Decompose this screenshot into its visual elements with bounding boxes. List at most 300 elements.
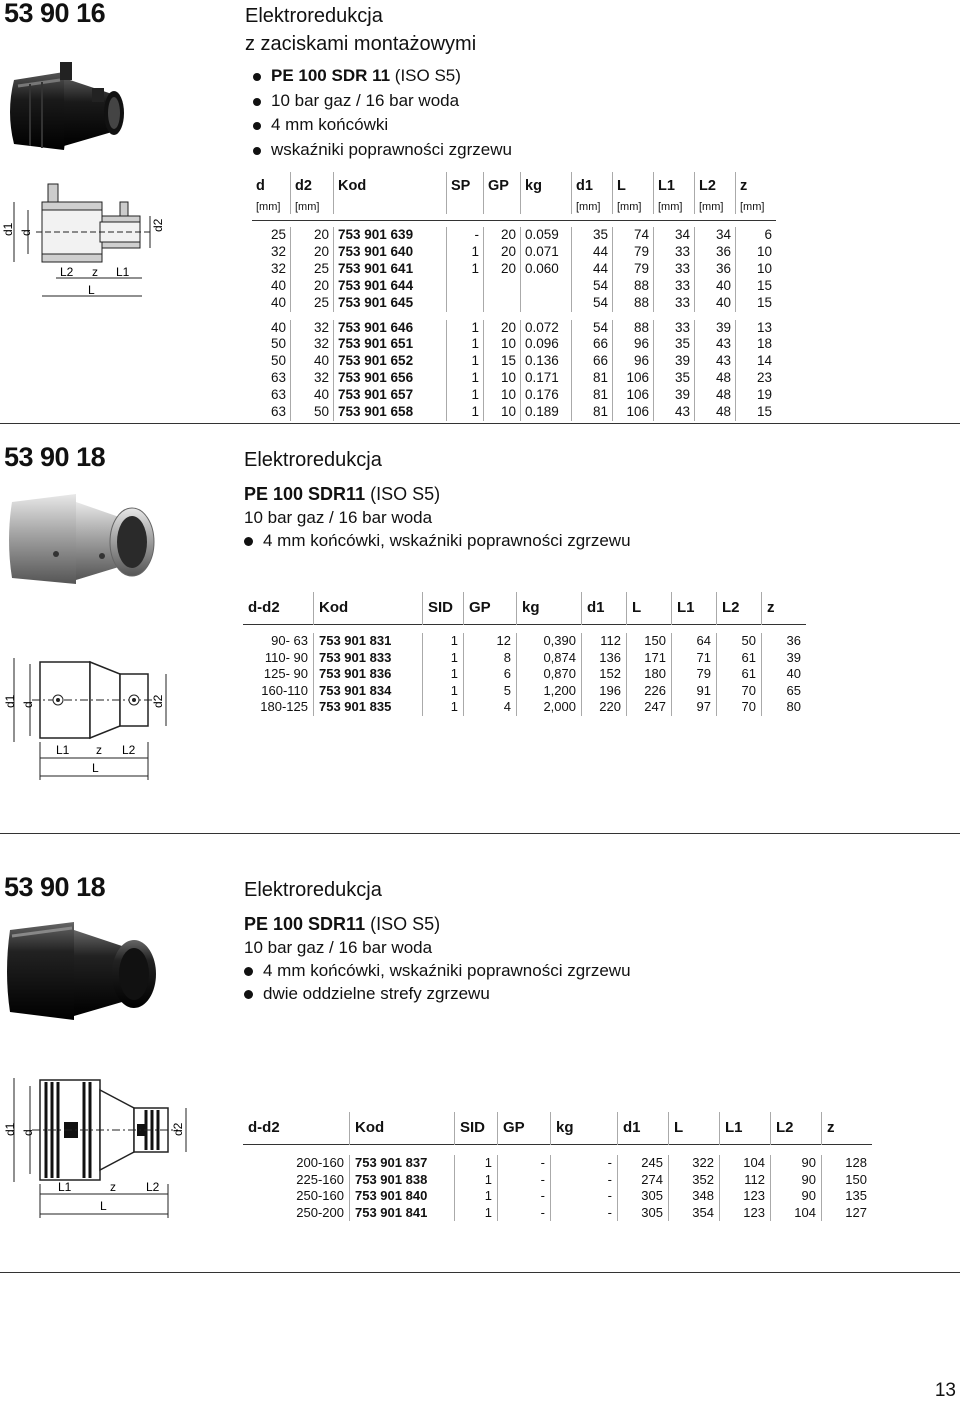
- table-row: [252, 278, 776, 295]
- dim-label: z: [96, 743, 102, 757]
- table-cell: 753 901 652: [334, 353, 447, 370]
- table-cell: 34: [695, 227, 736, 244]
- table-cell: 753 901 834: [314, 683, 423, 700]
- table-cell: 0,870: [517, 666, 582, 683]
- technical-drawing: [0, 630, 180, 780]
- table-cell: 6: [736, 227, 777, 244]
- table-cell: 20: [484, 244, 521, 261]
- table-cell: 1: [455, 1155, 498, 1172]
- table-cell: 1: [447, 320, 484, 337]
- table-cell: 4: [464, 699, 517, 716]
- table-cell: 150: [822, 1172, 873, 1189]
- table-cell: 305: [618, 1205, 669, 1222]
- table-cell: 88: [613, 320, 654, 337]
- dim-label: L1: [56, 743, 70, 757]
- table-cell: 33: [654, 244, 695, 261]
- table-cell: 136: [582, 650, 627, 667]
- table-cell: 0.189: [521, 404, 572, 421]
- table-cell: 220: [582, 699, 627, 716]
- table-cell: 74: [613, 227, 654, 244]
- table-cell: 54: [572, 320, 613, 337]
- table-cell: 36: [695, 261, 736, 278]
- table-cell: 96: [613, 353, 654, 370]
- table-cell: 20: [291, 278, 334, 295]
- table-cell: 40: [695, 278, 736, 295]
- table-cell: 225-160: [296, 1171, 344, 1187]
- table-cell: 18: [736, 336, 777, 353]
- table-cell: 753 901 836: [314, 666, 423, 683]
- section-divider: [0, 833, 960, 834]
- table-cell: 23: [736, 370, 777, 387]
- table-row: [252, 336, 776, 353]
- table-cell: 39: [654, 387, 695, 404]
- table-cell: -: [551, 1205, 618, 1222]
- material-spec: PE 100 SDR11 (ISO S5): [244, 914, 441, 934]
- table-cell: 91: [672, 683, 717, 700]
- table-cell: 753 901 838: [350, 1172, 455, 1189]
- col-header: L2: [695, 172, 736, 200]
- table-cell: [521, 278, 572, 295]
- table-cell: 0.096: [521, 336, 572, 353]
- col-header: L1: [720, 1112, 771, 1145]
- col-header: z: [822, 1112, 873, 1145]
- table-cell: 71: [672, 650, 717, 667]
- table-cell: 180: [627, 666, 672, 683]
- table-cell: 70: [717, 699, 762, 716]
- table-cell: 79: [672, 666, 717, 683]
- table-cell: 753 901 656: [334, 370, 447, 387]
- table-cell: 15: [484, 353, 521, 370]
- table-cell: 1: [447, 370, 484, 387]
- table-cell: 123: [720, 1188, 771, 1205]
- table-cell: 354: [669, 1205, 720, 1222]
- table-cell: 753 901 651: [334, 336, 447, 353]
- col-header: L2: [717, 592, 762, 625]
- table-row: [243, 699, 806, 716]
- table-row: [243, 1155, 872, 1172]
- table-cell: 753 901 640: [334, 244, 447, 261]
- table-cell: 128: [822, 1155, 873, 1172]
- section-code: 53 90 18: [4, 442, 106, 472]
- table-cell: 305: [618, 1188, 669, 1205]
- table-cell: 48: [695, 404, 736, 421]
- table-cell: 1: [447, 336, 484, 353]
- table-cell: 96: [613, 336, 654, 353]
- table-cell: -: [447, 227, 484, 244]
- table-cell: -: [498, 1205, 551, 1222]
- table-cell: 79: [613, 244, 654, 261]
- table-cell: 14: [736, 353, 777, 370]
- table-cell: 40: [291, 387, 334, 404]
- table-cell: 33: [654, 295, 695, 312]
- table-cell: 32: [291, 320, 334, 337]
- table-cell: 0,390: [517, 633, 582, 650]
- table-cell: 753 901 657: [334, 387, 447, 404]
- table-cell: 753 901 837: [350, 1155, 455, 1172]
- table-cell: 753 901 840: [350, 1188, 455, 1205]
- col-header: SID: [455, 1112, 498, 1145]
- table-cell: 25: [291, 295, 334, 312]
- unit-cell: [mm]: [654, 200, 695, 214]
- table-row: [252, 295, 776, 312]
- table-row: [252, 320, 776, 337]
- table-cell: 1: [447, 387, 484, 404]
- dim-label: L: [88, 283, 95, 297]
- table-cell: [447, 278, 484, 295]
- table-cell: 10: [736, 261, 777, 278]
- col-header: d-d2: [248, 1119, 280, 1136]
- table-cell: 64: [672, 633, 717, 650]
- table-cell: 43: [695, 353, 736, 370]
- table-cell: 35: [654, 370, 695, 387]
- table-cell: 48: [695, 370, 736, 387]
- dim-label: L2: [122, 743, 136, 757]
- table-cell: 36: [695, 244, 736, 261]
- table-cell: 79: [613, 261, 654, 278]
- table-cell: 35: [654, 336, 695, 353]
- technical-drawing: [0, 1068, 200, 1228]
- table-cell: 1: [447, 353, 484, 370]
- table-cell: 40: [762, 666, 807, 683]
- table-row: [243, 1172, 872, 1189]
- col-header: d1: [618, 1112, 669, 1145]
- table-cell: 1: [447, 244, 484, 261]
- table-cell: 33: [654, 278, 695, 295]
- table-cell: 40: [270, 277, 286, 293]
- pressure-spec: 10 bar gaz / 16 bar woda: [244, 508, 433, 527]
- table-cell: 81: [572, 370, 613, 387]
- table-cell: 160-110: [261, 682, 308, 698]
- table-cell: 104: [771, 1205, 822, 1222]
- table-cell: 90: [771, 1172, 822, 1189]
- dim-label: L: [92, 761, 99, 775]
- table-cell: 44: [572, 261, 613, 278]
- dim-label: d: [21, 1129, 35, 1136]
- table-cell: -: [551, 1188, 618, 1205]
- page-number: 13: [934, 1380, 956, 1401]
- table-cell: 44: [572, 244, 613, 261]
- table-cell: 1: [447, 404, 484, 421]
- section-divider: [0, 1272, 960, 1273]
- table-cell: -: [498, 1155, 551, 1172]
- table-cell: 0.060: [521, 261, 572, 278]
- dim-label: z: [92, 265, 98, 279]
- table-cell: 63: [270, 387, 286, 403]
- section-divider: [0, 423, 960, 424]
- table-cell: 5: [464, 683, 517, 700]
- table-cell: 1: [423, 683, 464, 700]
- table-cell: 81: [572, 404, 613, 421]
- dim-label: d: [21, 701, 35, 708]
- table-cell: -: [551, 1172, 618, 1189]
- table-cell: 43: [654, 404, 695, 421]
- dim-label: d2: [151, 694, 165, 708]
- table-cell: 1: [455, 1205, 498, 1222]
- table-cell: 112: [582, 633, 627, 650]
- table-cell: 123: [720, 1205, 771, 1222]
- table-cell: 753 901 641: [334, 261, 447, 278]
- table-cell: 10: [484, 336, 521, 353]
- table-cell: 152: [582, 666, 627, 683]
- table-header-row: [243, 1112, 872, 1145]
- dim-label: d2: [171, 1122, 185, 1136]
- table-cell: 65: [762, 683, 807, 700]
- table-cell: 0.176: [521, 387, 572, 404]
- dim-label: d2: [151, 218, 165, 232]
- table-cell: 50: [270, 353, 286, 369]
- table-cell: [447, 295, 484, 312]
- table-cell: 32: [270, 243, 286, 259]
- table-row: [243, 683, 806, 700]
- unit-cell: [mm]: [291, 200, 334, 214]
- table-cell: 13: [736, 320, 777, 337]
- table-cell: 39: [695, 320, 736, 337]
- table-cell: 753 901 644: [334, 278, 447, 295]
- table-cell: 61: [717, 666, 762, 683]
- table-row: [252, 387, 776, 404]
- product-photo: [0, 58, 150, 170]
- table-cell: [484, 295, 521, 312]
- table-cell: 753 901 841: [350, 1205, 455, 1222]
- table-row: [252, 261, 776, 278]
- table-cell: 15: [736, 404, 777, 421]
- table-cell: 66: [572, 336, 613, 353]
- product-photo: [2, 912, 182, 1032]
- table-cell: 112: [720, 1172, 771, 1189]
- table-cell: 34: [654, 227, 695, 244]
- table-cell: 10: [484, 370, 521, 387]
- table-cell: 1: [423, 650, 464, 667]
- table-cell: 35: [572, 227, 613, 244]
- unit-cell: [mm]: [572, 200, 613, 214]
- table-cell: 20: [291, 244, 334, 261]
- table-cell: 0.072: [521, 320, 572, 337]
- table-cell: 1: [455, 1172, 498, 1189]
- table-row: [252, 227, 776, 244]
- col-header: z: [762, 592, 807, 625]
- dim-label: d1: [1, 222, 15, 236]
- table-cell: 81: [572, 387, 613, 404]
- col-header: GP: [498, 1112, 551, 1145]
- col-header: Kod: [334, 172, 447, 200]
- table-cell: 0.059: [521, 227, 572, 244]
- table-cell: 54: [572, 278, 613, 295]
- table-cell: [521, 295, 572, 312]
- col-header: d: [256, 178, 265, 194]
- table-cell: 63: [270, 370, 286, 386]
- table-cell: 1,200: [517, 683, 582, 700]
- col-header: L: [669, 1112, 720, 1145]
- col-header: Kod: [314, 592, 423, 625]
- col-header: z: [736, 172, 777, 200]
- table-cell: -: [551, 1155, 618, 1172]
- table-cell: 348: [669, 1188, 720, 1205]
- table-cell: 54: [572, 295, 613, 312]
- table-cell: 20: [484, 227, 521, 244]
- table-row: [252, 404, 776, 421]
- section-title: Elektroredukcja: [244, 449, 382, 471]
- dim-label: d1: [3, 694, 17, 708]
- col-header: d2: [291, 172, 334, 200]
- feature-item: PE 100 SDR 11 (ISO S5): [245, 64, 512, 89]
- feature-item: dwie oddzielne strefy zgrzewu: [244, 982, 631, 1005]
- dim-label: d: [19, 229, 33, 236]
- table-cell: 15: [736, 295, 777, 312]
- table-cell: 6: [464, 666, 517, 683]
- col-header: L: [627, 592, 672, 625]
- table-cell: 66: [572, 353, 613, 370]
- table-cell: 2,000: [517, 699, 582, 716]
- table-cell: 1: [455, 1188, 498, 1205]
- feature-item: 4 mm końcówki: [245, 113, 512, 138]
- table-cell: 12: [464, 633, 517, 650]
- table-cell: 1: [447, 261, 484, 278]
- table-cell: -: [498, 1172, 551, 1189]
- table-cell: 15: [736, 278, 777, 295]
- col-header: d1: [572, 172, 613, 200]
- table-cell: 61: [717, 650, 762, 667]
- table-cell: 1: [423, 633, 464, 650]
- table-row: [243, 1188, 872, 1205]
- feature-list: [245, 64, 512, 162]
- table-cell: 70: [717, 683, 762, 700]
- table-cell: 196: [582, 683, 627, 700]
- table-cell: [484, 278, 521, 295]
- table-row: [243, 650, 806, 667]
- col-header: kg: [517, 592, 582, 625]
- spec-table: [243, 592, 806, 716]
- table-cell: 753 901 831: [314, 633, 423, 650]
- table-cell: 0.171: [521, 370, 572, 387]
- dim-label: d1: [3, 1122, 17, 1136]
- table-cell: 80: [762, 699, 807, 716]
- col-header: GP: [464, 592, 517, 625]
- table-header-row: [252, 172, 776, 200]
- table-cell: 36: [762, 633, 807, 650]
- section-code: 53 90 18: [4, 872, 106, 902]
- table-cell: 32: [291, 336, 334, 353]
- table-cell: 352: [669, 1172, 720, 1189]
- table-cell: 50: [291, 404, 334, 421]
- unit-cell: [mm]: [736, 200, 777, 214]
- table-cell: -: [498, 1188, 551, 1205]
- dim-label: L: [100, 1199, 107, 1213]
- table-row: [243, 633, 806, 650]
- table-cell: 106: [613, 370, 654, 387]
- table-cell: 43: [695, 336, 736, 353]
- table-row: [243, 666, 806, 683]
- table-cell: 50: [717, 633, 762, 650]
- dim-label: L2: [146, 1180, 160, 1194]
- dim-label: z: [110, 1180, 116, 1194]
- table-cell: 250-200: [296, 1204, 344, 1220]
- table-cell: 90: [771, 1155, 822, 1172]
- table-cell: 97: [672, 699, 717, 716]
- feature-item: 4 mm końcówki, wskaźniki poprawności zgrzewu: [244, 529, 631, 552]
- dim-label: L2: [60, 265, 74, 279]
- col-header: SID: [423, 592, 464, 625]
- table-cell: 135: [822, 1188, 873, 1205]
- table-cell: 88: [613, 278, 654, 295]
- table-cell: 0.071: [521, 244, 572, 261]
- table-cell: 753 901 645: [334, 295, 447, 312]
- table-row: [252, 244, 776, 261]
- table-cell: 125- 90: [263, 666, 308, 681]
- table-cell: 753 901 835: [314, 699, 423, 716]
- table-cell: 63: [270, 404, 286, 420]
- col-header: GP: [484, 172, 521, 200]
- col-header: SP: [447, 172, 484, 200]
- table-cell: 20: [484, 261, 521, 278]
- col-header: Kod: [350, 1112, 455, 1145]
- table-cell: 40: [270, 319, 286, 335]
- table-cell: 20: [291, 227, 334, 244]
- table-cell: 8: [464, 650, 517, 667]
- section-description: [244, 913, 631, 1005]
- table-cell: 106: [613, 404, 654, 421]
- table-cell: 33: [654, 261, 695, 278]
- dim-label: L1: [116, 265, 130, 279]
- table-units-row: [252, 200, 776, 214]
- table-cell: 274: [618, 1172, 669, 1189]
- table-cell: 753 901 658: [334, 404, 447, 421]
- table-row: [243, 1205, 872, 1222]
- section-title: Elektroredukcja: [245, 5, 383, 27]
- section-description: [244, 483, 631, 552]
- table-cell: 25: [291, 261, 334, 278]
- table-cell: 40: [270, 294, 286, 310]
- table-cell: 50: [270, 336, 286, 352]
- table-cell: 245: [618, 1155, 669, 1172]
- table-cell: 106: [613, 387, 654, 404]
- table-cell: 10: [484, 387, 521, 404]
- section-subtitle: z zaciskami montażowymi: [245, 33, 477, 55]
- section-code: 53 90 16: [4, 0, 106, 28]
- spec-table: [243, 1112, 872, 1221]
- table-cell: 127: [822, 1205, 873, 1222]
- col-header: d1: [582, 592, 627, 625]
- table-cell: 180-125: [260, 699, 308, 714]
- col-header: kg: [521, 172, 572, 200]
- table-cell: 200-160: [296, 1155, 344, 1170]
- table-cell: 33: [654, 320, 695, 337]
- table-cell: 753 901 646: [334, 320, 447, 337]
- table-cell: 32: [291, 370, 334, 387]
- table-cell: 48: [695, 387, 736, 404]
- table-cell: 10: [484, 404, 521, 421]
- dim-label: L1: [58, 1180, 72, 1194]
- material-spec: PE 100 SDR11 (ISO S5): [244, 484, 441, 504]
- table-cell: 226: [627, 683, 672, 700]
- table-cell: 0.136: [521, 353, 572, 370]
- table-cell: 104: [720, 1155, 771, 1172]
- col-header: L: [613, 172, 654, 200]
- table-cell: 40: [291, 353, 334, 370]
- feature-item: 10 bar gaz / 16 bar woda: [245, 89, 512, 114]
- table-row: [252, 370, 776, 387]
- table-cell: 753 901 639: [334, 227, 447, 244]
- section-title: Elektroredukcja: [244, 879, 382, 901]
- table-cell: 19: [736, 387, 777, 404]
- table-cell: 32: [270, 260, 286, 276]
- table-header-row: [243, 592, 806, 625]
- unit-cell: [mm]: [256, 201, 281, 213]
- col-header: d-d2: [248, 599, 280, 616]
- table-cell: 110- 90: [264, 649, 308, 665]
- col-header: L1: [654, 172, 695, 200]
- feature-item: wskaźniki poprawności zgrzewu: [245, 138, 512, 163]
- unit-cell: [mm]: [695, 200, 736, 214]
